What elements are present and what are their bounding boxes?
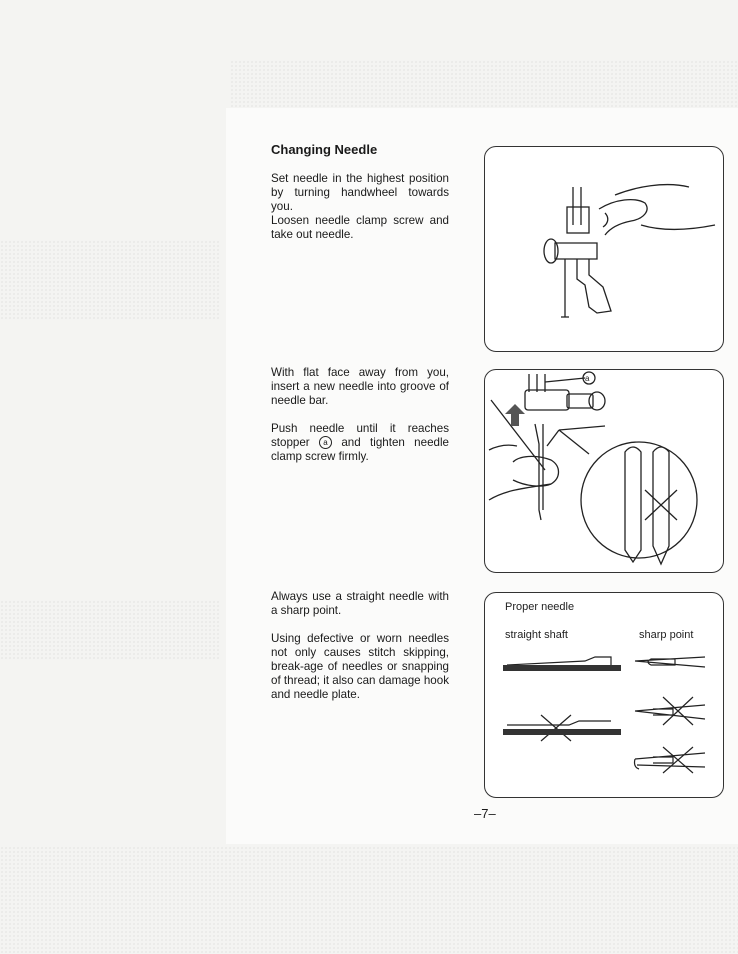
scan-noise-bottom	[0, 846, 738, 954]
figure-loosen-screw	[484, 146, 724, 352]
figure-insert-needle	[484, 369, 724, 573]
step-2-text: Loosen needle clamp screw and take out needle.	[271, 214, 449, 241]
fig3-col-left: straight shaft	[505, 629, 568, 641]
page-number: –7–	[474, 806, 496, 821]
step-3-text: With flat face away from you, insert a new needle into groove of needle bar.	[271, 366, 449, 407]
step-4-suffix: and tighten needle clamp screw firmly.	[271, 436, 449, 463]
step-6-text: Using defective or worn needles not only causes stitch skipping, break-age of needles or snapping of thread; it also can damage hook and needle plate.	[271, 632, 449, 701]
fig3-col-right: sharp point	[639, 629, 694, 641]
figure-loosen-screw-drawing	[485, 147, 723, 351]
step-5-text: Always use a straight needle with a sharp point.	[271, 590, 449, 617]
section-title: Changing Needle	[271, 142, 378, 157]
figure-proper-needle-drawing	[485, 593, 723, 797]
scan-noise-top	[230, 60, 738, 108]
figure-proper-needle	[484, 592, 724, 798]
figure-insert-needle-drawing	[485, 370, 723, 572]
fig3-title: Proper needle	[505, 601, 575, 613]
stopper-marker: a	[319, 436, 332, 449]
scan-noise-left-mid	[0, 600, 220, 660]
step-1-text: Set needle in the highest position by turning handwheel towards you.	[271, 172, 449, 213]
fig2-callout-label: a	[585, 374, 590, 383]
scan-noise-left	[0, 240, 220, 320]
step-4-prefix: Push needle until it reaches stopper	[271, 422, 449, 449]
step-4-text	[271, 422, 449, 464]
